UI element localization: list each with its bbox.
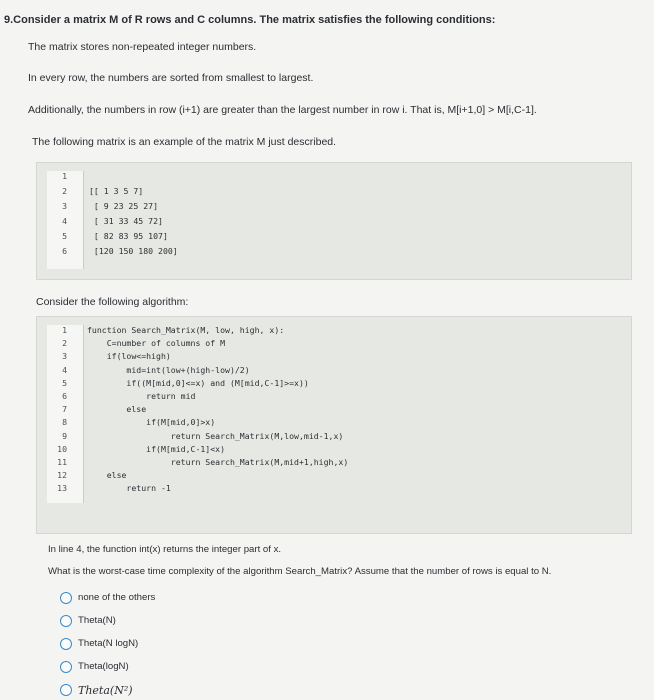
- line-number: 3: [62, 351, 67, 362]
- option-label: Theta(N): [78, 615, 116, 626]
- option-label: none of the others: [78, 592, 156, 603]
- code-line: [120 150 180 200]: [89, 246, 178, 256]
- code-line: [[ 1 3 5 7]: [89, 186, 144, 196]
- line-number: 5: [62, 231, 67, 241]
- line-number: 6: [62, 246, 67, 256]
- code-line: return mid: [87, 391, 196, 401]
- code-line: if(M[mid,C-1]<x): [87, 443, 226, 454]
- matrix-example-codebox: [36, 162, 632, 280]
- line4-note: In line 4, the function int(x) returns the integer part of x.: [48, 544, 282, 555]
- worst-case-question: What is the worst-case time complexity of the algorithm Search_Matrix? Assume that the number of rows is equal to N.: [48, 566, 552, 577]
- condition-2: In every row, the numbers are sorted from smallest to largest.: [28, 72, 314, 84]
- code-line: if(low<=high): [87, 351, 171, 362]
- code-line: [ 82 83 95 107]: [89, 231, 168, 241]
- option-label: Theta(N²): [78, 684, 133, 697]
- radio-button[interactable]: [60, 592, 72, 604]
- line-number: 3: [62, 201, 67, 211]
- line-number: 5: [62, 377, 67, 388]
- code-line: [ 31 33 45 72]: [89, 216, 163, 226]
- code-line: if((M[mid,0]<=x) and (M[mid,C-1]>=x)): [87, 377, 309, 388]
- radio-button[interactable]: [60, 615, 72, 627]
- line-number: 2: [62, 186, 67, 196]
- line-number: 7: [62, 404, 67, 415]
- code-line: else: [87, 404, 147, 415]
- line-number: 10: [57, 443, 67, 454]
- question-title: 9.Consider a matrix M of R rows and C columns. The matrix satisfies the following conditions:: [4, 14, 496, 26]
- line-number: 9: [62, 430, 67, 441]
- line-number: 13: [57, 483, 67, 494]
- line-number: 8: [62, 417, 67, 428]
- line-number: 11: [57, 457, 67, 467]
- option-label: Theta(N logN): [78, 638, 139, 649]
- code-line: mid=int(low+(high-low)/2): [87, 364, 250, 375]
- line-number: 2: [62, 338, 67, 349]
- code-line: return -1: [87, 483, 171, 494]
- radio-button[interactable]: [60, 661, 72, 673]
- code-line: function Search_Matrix(M, low, high, x):: [87, 325, 285, 335]
- code-line: return Search_Matrix(M,mid+1,high,x): [87, 457, 349, 467]
- line-number: 1: [62, 171, 67, 181]
- code-line: return Search_Matrix(M,low,mid-1,x): [87, 430, 344, 441]
- code-line: else: [87, 470, 127, 481]
- line-number: 12: [57, 470, 67, 481]
- condition-3: Additionally, the numbers in row (i+1) are greater than the largest number in row i. That is, M[i+1,0] > M[i,C-1].: [28, 104, 537, 116]
- radio-button[interactable]: [60, 638, 72, 650]
- code-line: if(M[mid,0]>x): [87, 417, 216, 428]
- line-number: 4: [62, 364, 67, 375]
- code-line: C=number of columns of M: [87, 338, 226, 349]
- algorithm-intro: Consider the following algorithm:: [36, 296, 189, 308]
- line-number: 4: [62, 216, 67, 226]
- line-number: 1: [62, 325, 67, 335]
- example-intro: The following matrix is an example of the matrix M just described.: [32, 136, 337, 148]
- option-label: Theta(logN): [78, 661, 129, 672]
- line-number: 6: [62, 391, 67, 401]
- radio-button[interactable]: [60, 684, 72, 696]
- condition-1: The matrix stores non-repeated integer numbers.: [28, 41, 257, 53]
- code-line: [ 9 23 25 27]: [89, 201, 159, 211]
- algorithm-codebox: [36, 316, 632, 534]
